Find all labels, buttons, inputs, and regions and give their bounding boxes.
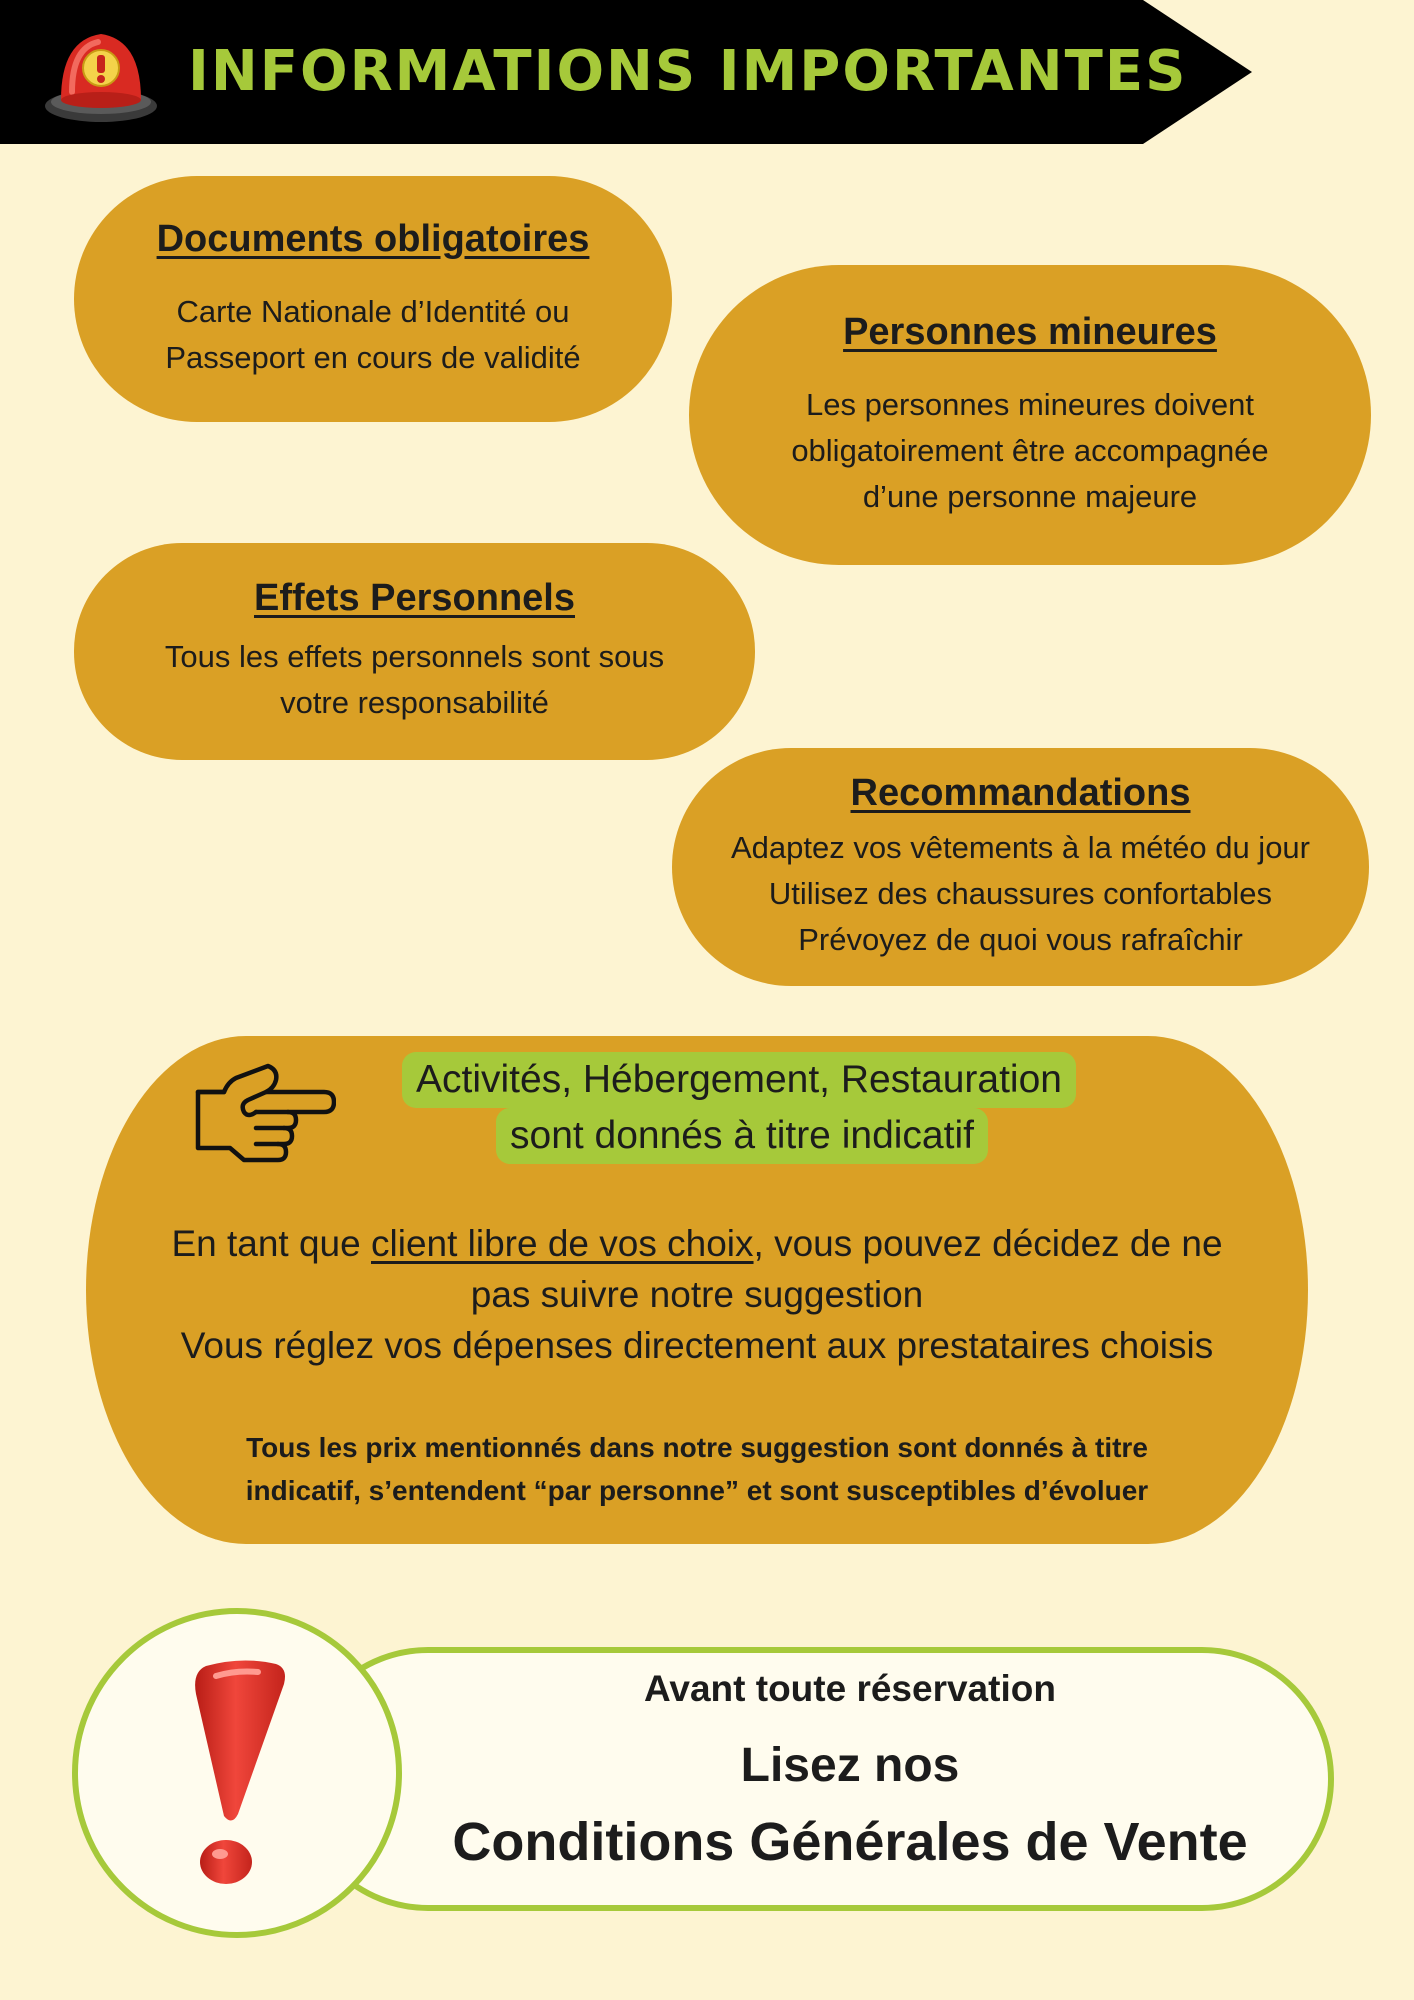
minors-pill bbox=[689, 265, 1371, 565]
section-line: Tous les effets personnels sont sous bbox=[164, 639, 665, 674]
section-line: Passeport en cours de validité bbox=[165, 339, 581, 375]
belongings-pill bbox=[74, 543, 755, 760]
highlight-line: sont donnés à titre indicatif bbox=[496, 1108, 988, 1164]
alarm-button-icon bbox=[42, 22, 160, 126]
cgv-link[interactable]: Conditions Générales de Vente bbox=[452, 1812, 1248, 1872]
section-title: Documents obligatoires bbox=[156, 217, 590, 260]
section-line: obligatoirement être accompagnée bbox=[791, 432, 1269, 468]
section-line: Prévoyez de quoi vous rafraîchir bbox=[798, 921, 1243, 957]
pointing-hand-icon bbox=[186, 1054, 336, 1174]
exclamation-mark-icon bbox=[172, 1654, 312, 1890]
section-line: Carte Nationale d’Identité ou bbox=[176, 293, 570, 329]
section-title: Recommandations bbox=[850, 771, 1191, 814]
cgv-line-1: Avant toute réservation bbox=[644, 1668, 1056, 1709]
section-line: Utilisez des chaussures confortables bbox=[768, 875, 1273, 911]
section-line: votre responsabilité bbox=[280, 685, 549, 720]
notice-line: Vous réglez vos dépenses directement aux prestataires choisis bbox=[180, 1325, 1214, 1366]
notice-block bbox=[86, 1036, 1308, 1544]
section-text bbox=[165, 289, 580, 381]
recommendations-pill bbox=[672, 748, 1369, 986]
notice-line: pas suivre notre suggestion bbox=[470, 1274, 924, 1315]
notice-text bbox=[86, 1218, 1308, 1371]
note-line: Tous les prix mentionnés dans notre suggestion sont donnés à titre bbox=[246, 1432, 1148, 1463]
page-title: INFORMATIONS IMPORTANTES bbox=[188, 39, 1188, 104]
section-title: Effets Personnels bbox=[254, 577, 575, 619]
notice-text-suffix: , vous pouvez décidez de ne bbox=[753, 1223, 1223, 1264]
section-text bbox=[731, 825, 1310, 963]
cgv-line-2: Lisez nos bbox=[740, 1739, 960, 1792]
note-line: indicatif, s’entendent “par personne” et sont susceptibles d’évoluer bbox=[245, 1475, 1149, 1506]
section-text bbox=[791, 382, 1268, 520]
price-note bbox=[86, 1426, 1308, 1512]
highlight-line: Activités, Hébergement, Restauration bbox=[402, 1052, 1076, 1108]
section-line: d’une personne majeure bbox=[862, 478, 1198, 514]
notice-text-prefix: En tant que bbox=[171, 1223, 371, 1264]
section-line: Les personnes mineures doivent bbox=[805, 386, 1255, 422]
notice-underlined-text: client libre de vos choix bbox=[371, 1223, 754, 1264]
documents-pill bbox=[74, 176, 672, 422]
section-line: Adaptez vos vêtements à la météo du jour bbox=[731, 829, 1310, 865]
section-title: Personnes mineures bbox=[843, 310, 1217, 353]
section-text bbox=[165, 634, 664, 726]
